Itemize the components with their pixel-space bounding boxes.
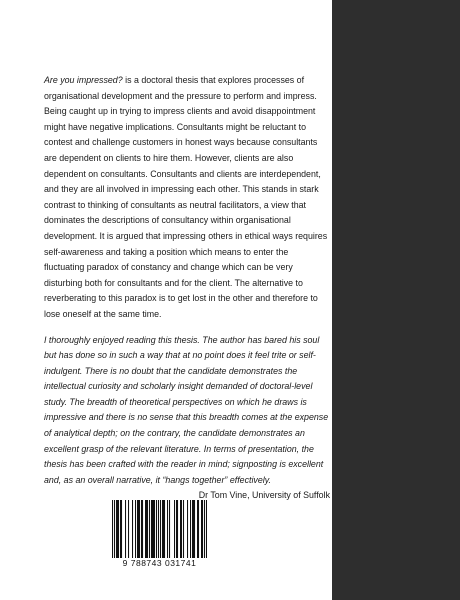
barcode-bar [181,500,182,558]
barcode-bar [149,500,150,558]
barcode-bar [147,500,148,558]
barcode-bar [201,500,202,558]
cover-text [44,73,330,504]
barcode-bar [153,500,154,558]
barcode-bar [180,500,181,558]
isbn-number: 9 788743 031741 [122,558,197,568]
barcode-bar [187,500,188,558]
barcode-bar [125,500,126,558]
barcode-bar [197,500,198,558]
isbn-barcode [112,500,207,570]
barcode-bar [121,500,122,558]
barcode-bar [141,500,142,558]
barcode-bar [128,500,129,558]
barcode-bar [116,500,117,558]
dark-side-panel [332,0,460,600]
barcode-bar [145,500,146,558]
barcode-bar [204,500,205,558]
barcode-bar [137,500,138,558]
barcode-bar [162,500,163,558]
barcode-bar [192,500,193,558]
barcode-bar [152,500,153,558]
barcode-bar [138,500,139,558]
barcode-bar [158,500,159,558]
barcode-bar [142,500,143,558]
book-description-text: is a doctoral thesis that explores processes of organisational development and the pressure to perform and impress. Being caught up in trying to impress clients and avoid disappointment might have negative implications. Consultants might be reluctant to contest and challenge customers in honest ways because consultants are dependent on clients to hire them. However, clients are also dependent on consultants. Consultants and clients are interdependent, and they are all involved in impressing each other. This stands in stark contrast to thinking of consultants as neutral facilitators, a view that dominates the descriptions of consultancy within organisational development. It is argued that impressing others in ethical ways requires self-awareness and taking a position which means to enter the fluctuating paradox of constancy and change which can be very disturbing both for consultants and for the client. The alternative to reverberating to this paradox is to get lost in the other and therefore to lose oneself at the same time. [44,75,328,319]
barcode-bar [118,500,119,558]
barcode-bar [156,500,157,558]
barcode-bar [167,500,168,558]
barcode-bar [120,500,121,558]
barcode-bar [183,500,184,558]
barcode-bar [202,500,203,558]
barcode-bar [194,500,195,558]
book-description [44,73,330,323]
barcode-bar [112,500,113,558]
barcode-bar [139,500,140,558]
barcode-bar [193,500,194,558]
barcode-bar [146,500,147,558]
review-quote: I thoroughly enjoyed reading this thesis. The author has bared his soul but has done so in such a way that at no point does it feel trite or self-indulgent. There is no doubt that the candidate demonstrates the intellectual curiosity and scholarly insight demanded of doctoral-level study. The breadth of theoretical perspectives on which he draws is impressive and there is no sense that this breadth comes at the expense of analytical depth; on the contrary, the candidate demonstrates an excellent grasp of the relevant literature. In terms of presentation, the thesis has been crafted with the reader in mind; signposting is excellent and, as an overall narrative, it “hangs together” effectively. [44,334,329,485]
barcode-bar [151,500,152,558]
book-title-italic: Are you impressed? [44,75,123,85]
barcode-bar [174,500,175,558]
barcode-bar [117,500,118,558]
barcode-bar [206,500,207,558]
barcode-bar [164,500,165,558]
barcode-bar [169,500,170,558]
review-attribution: Dr Tom Vine, University of Suffolk [198,490,330,501]
barcode-bar [114,500,115,558]
barcode-bar [135,500,136,558]
barcode-bar [198,500,199,558]
barcode-bar [160,500,161,558]
barcode-bars [112,500,207,558]
barcode-bar [154,500,155,558]
barcode-bar [177,500,178,558]
barcode-bar [190,500,191,558]
barcode-bar [176,500,177,558]
barcode-bar [132,500,133,558]
barcode-bar [163,500,164,558]
